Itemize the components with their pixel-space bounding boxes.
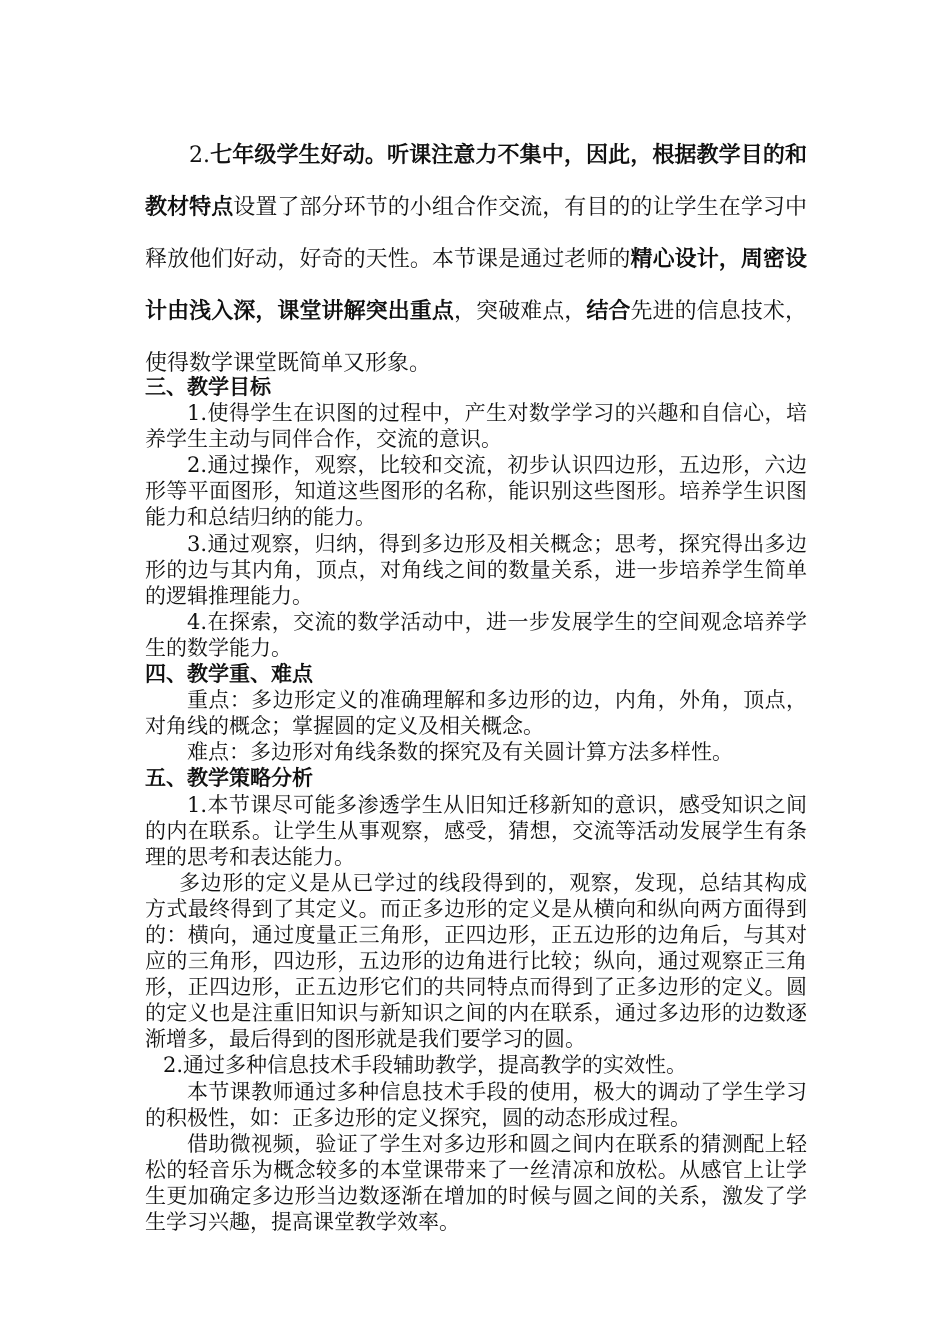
document-body bbox=[145, 374, 807, 1235]
intro-text-1: 设置了部分环节的小组合作交流，有目的的让学生在学习中释放他们好动，好奇的天性。本节课是通过老师的 bbox=[145, 195, 807, 272]
section-4-heading: 四、教学重、难点 bbox=[145, 662, 313, 687]
intro-bold-2: 精心设计，周密设计由浅入深，课堂讲解突出重点 bbox=[145, 247, 807, 324]
intro-number: 2. bbox=[189, 143, 210, 168]
intro-bold-3: 结合 bbox=[586, 299, 631, 324]
strategy-paragraph-3: 2.通过多种信息技术手段辅助教学，提高教学的实效性。 bbox=[163, 1053, 688, 1078]
strategy-paragraph-4: 本节课教师通过多种信息技术手段的使用，极大的调动了学生学习的积极性，如：正多边形的定义探究，圆的动态形成过程。 bbox=[145, 1079, 807, 1130]
intro-text-3: 先进的信息技术，使得数学课堂既简单又形象。 bbox=[145, 299, 807, 376]
goal-item-4: 4.在探索，交流的数学活动中，进一步发展学生的空间观念培养学生的数学能力。 bbox=[145, 609, 807, 660]
intro-paragraph bbox=[145, 130, 807, 390]
goal-item-1: 1.使得学生在识图的过程中，产生对数学学习的兴趣和自信心，培养学生主动与同伴合作，交流的意识。 bbox=[145, 401, 807, 452]
goal-item-2: 2.通过操作，观察，比较和交流，初步认识四边形，五边形，六边形等平面图形，知道这些图形的名称，能识别这些图形。培养学生识图能力和总结归纳的能力。 bbox=[145, 453, 807, 530]
strategy-paragraph-2: 多边形的定义是从已学过的线段得到的，观察，发现，总结其构成方式最终得到了其定义。而正多边形的定义是从横向和纵向两方面得到的：横向，通过度量正三角形，正四边形，正五边形的边角后，与其对应的三角形，四边形，五边形的边角进行比较；纵向，通过观察正三角形，正四边形，正五边形它们的共同特点而得到了正多边形的定义。圆的定义也是注重旧知识与新知识之间的内在联系，通过多边形的边数逐渐增多，最后得到的图形就是我们要学习的圆。 bbox=[145, 870, 807, 1052]
intro-text bbox=[145, 130, 807, 390]
key-point-paragraph: 重点：多边形定义的准确理解和多边形的边，内角，外角，顶点，对角线的概念；掌握圆的定义及相关概念。 bbox=[145, 688, 807, 739]
section-3-heading: 三、教学目标 bbox=[145, 375, 271, 399]
intro-text-2: ，突破难点， bbox=[453, 299, 587, 324]
section-5-heading: 五、教学策略分析 bbox=[145, 766, 313, 791]
strategy-paragraph-1: 1.本节课尽可能多渗透学生从旧知迁移新知的意识，感受知识之间的内在联系。让学生从事观察，感受，猜想，交流等活动发展学生有条理的思考和表达能力。 bbox=[145, 792, 807, 869]
difficulty-paragraph: 难点：多边形对角线条数的探究及有关圆计算方法多样性。 bbox=[187, 740, 733, 765]
goal-item-3: 3.通过观察，归纳，得到多边形及相关概念；思考，探究得出多边形的边与其内角，顶点，对角线之间的数量关系，进一步培养学生简单的逻辑推理能力。 bbox=[145, 531, 807, 608]
strategy-paragraph-5: 借助微视频，验证了学生对多边形和圆之间内在联系的猜测配上轻松的轻音乐为概念较多的本堂课带来了一丝清凉和放松。从感官上让学生更加确定多边形当边数逐渐在增加的时候与圆之间的关系，激发了学生学习兴趣，提高课堂教学效率。 bbox=[145, 1131, 807, 1234]
intro-bold-1: 七年级学生好动。听课注意力不集中，因此，根据教学目的和教材特点 bbox=[145, 143, 807, 220]
